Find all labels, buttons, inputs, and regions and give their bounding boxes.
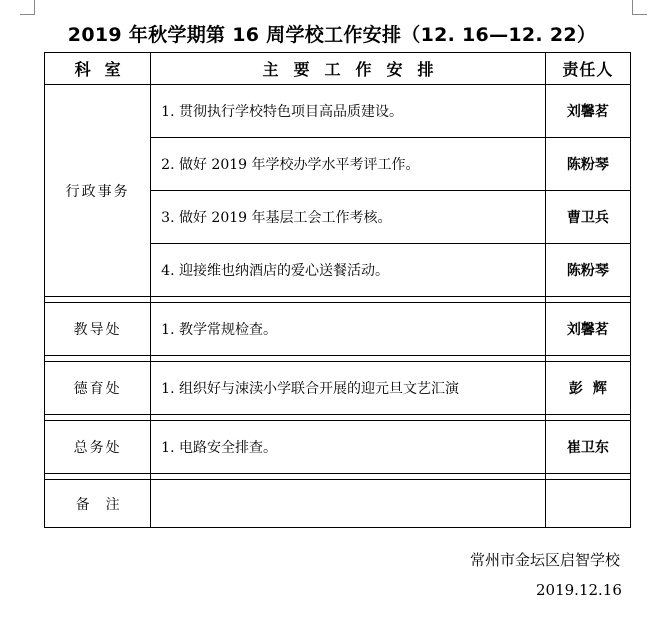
dept-moral: 德育处 — [45, 362, 151, 415]
school-name: 常州市金坛区启智学校 — [470, 551, 621, 569]
corner-mark-left — [20, 0, 35, 15]
task-cell: 1. 教学常规检查。 — [151, 303, 546, 356]
document-title: 2019 年秋学期第 16 周学校工作安排（12. 16—12. 22） — [67, 24, 597, 46]
table-row — [45, 362, 631, 415]
header-owner: 责任人 — [545, 53, 630, 85]
task-cell: 1. 组织好与涑渎小学联合开展的迎元旦文艺汇演 — [151, 362, 546, 415]
owner-cell: 曹卫兵 — [545, 191, 630, 244]
task-cell: 1. 贯彻执行学校特色项目高品质建设。 — [151, 85, 546, 138]
document-date: 2019.12.16 — [536, 581, 622, 599]
task-cell: 3. 做好 2019 年基层工会工作考核。 — [151, 191, 546, 244]
dept-remarks: 备注 — [45, 480, 151, 528]
header-dept: 科室 — [45, 53, 151, 85]
owner-cell: 刘馨茗 — [545, 303, 630, 356]
schedule-table — [44, 52, 631, 528]
header-task: 主要工作安排 — [151, 53, 546, 85]
dept-general: 总务处 — [45, 421, 151, 474]
owner-cell: 陈粉琴 — [545, 244, 630, 297]
owner-cell: 陈粉琴 — [545, 138, 630, 191]
owner-cell: 刘馨茗 — [545, 85, 630, 138]
task-cell: 4. 迎接维也纳酒店的爱心送餐活动。 — [151, 244, 546, 297]
table-row — [45, 480, 631, 528]
owner-cell — [545, 480, 630, 528]
table-row — [45, 421, 631, 474]
corner-mark-right — [632, 0, 647, 15]
task-cell: 2. 做好 2019 年学校办学水平考评工作。 — [151, 138, 546, 191]
remarks-cell — [151, 480, 546, 528]
table-header-row — [45, 53, 631, 85]
task-cell: 1. 电路安全排查。 — [151, 421, 546, 474]
table-row — [45, 303, 631, 356]
dept-teaching: 教导处 — [45, 303, 151, 356]
dept-admin: 行政事务 — [45, 85, 151, 297]
table-row — [45, 85, 631, 138]
owner-cell: 崔卫东 — [545, 421, 630, 474]
owner-cell: 彭辉 — [545, 362, 630, 415]
